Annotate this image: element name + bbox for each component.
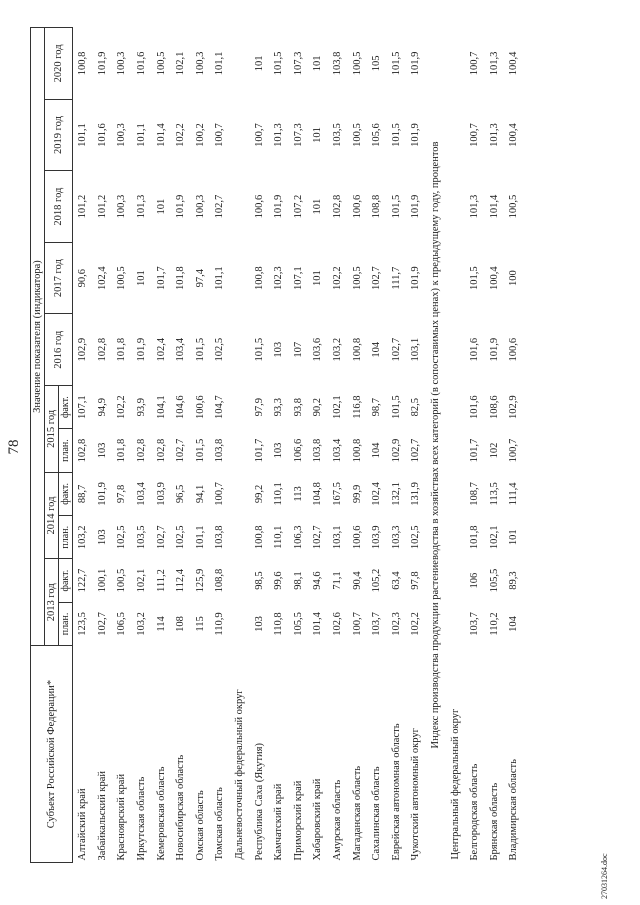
- value-cell: 63,4: [390, 571, 402, 590]
- value-cell: 103,8: [312, 438, 324, 463]
- value-cell: 100,1: [96, 568, 108, 593]
- value-cell: 102,1: [136, 568, 148, 593]
- value-cell: 101,2: [96, 194, 108, 219]
- value-cell: 101,7: [253, 438, 265, 463]
- value-cell: 102,3: [273, 266, 285, 290]
- group-row: [445, 28, 465, 863]
- value-cell: 101,1: [77, 123, 89, 147]
- table-row: [132, 28, 152, 863]
- region-name: Брянская область: [488, 782, 500, 861]
- value-cell: 104,7: [214, 395, 226, 419]
- value-cell: 103,2: [332, 337, 344, 362]
- value-cell: 100,3: [194, 51, 206, 76]
- value-cell: 110,9: [214, 612, 226, 636]
- table-row: [93, 28, 113, 863]
- year-2015-header: 2015 год: [45, 385, 59, 472]
- value-cell: 101,6: [136, 51, 148, 76]
- value-cell: 101: [508, 529, 520, 546]
- value-cell: 102,7: [410, 438, 422, 463]
- table-row: [328, 28, 348, 863]
- value-cell: 101,8: [116, 337, 128, 362]
- value-cell: 94,1: [194, 484, 206, 504]
- value-cell: 100,7: [214, 123, 226, 147]
- value-cell: 102,7: [371, 266, 383, 290]
- value-cell: 101,4: [155, 123, 167, 147]
- indicator-table: [30, 27, 524, 863]
- value-cell: 100,6: [194, 395, 206, 419]
- value-cell: 101,6: [469, 395, 481, 419]
- value-cell: 110,8: [273, 612, 285, 636]
- value-cell: 99,9: [351, 484, 363, 504]
- value-cell: 107: [292, 341, 304, 358]
- region-name: Еврейская автономная область: [390, 723, 402, 861]
- value-cell: 102,2: [332, 266, 344, 290]
- value-cell: 100,3: [116, 123, 128, 147]
- value-cell: 101,5: [390, 123, 402, 147]
- value-cell: 100,5: [116, 568, 128, 593]
- value-cell: 102,2: [116, 395, 128, 419]
- table-row: [406, 28, 426, 863]
- region-name: Забайкальский край: [96, 770, 108, 861]
- value-cell: 107,1: [292, 266, 304, 290]
- value-cell: 89,3: [508, 571, 520, 590]
- value-cell: 108,6: [488, 395, 500, 419]
- value-cell: 103,7: [469, 612, 481, 636]
- value-cell: 102,4: [96, 266, 108, 290]
- value-cell: 98,5: [253, 571, 265, 590]
- value-cell: 111,4: [508, 482, 520, 506]
- group-central: Центральный федеральный округ: [449, 708, 461, 860]
- table-row: [465, 28, 485, 863]
- year-2014-header: 2014 год: [45, 472, 59, 559]
- value-cell: 101,8: [469, 525, 481, 550]
- value-cell: 101,3: [469, 194, 481, 219]
- value-cell: 97,8: [410, 571, 422, 590]
- value-cell: 103,3: [390, 525, 402, 550]
- table-row: [171, 28, 191, 863]
- value-cell: 101: [253, 55, 265, 72]
- value-cell: 101,9: [410, 194, 422, 219]
- value-cell: 100,8: [351, 438, 363, 463]
- value-cell: 102,9: [77, 337, 89, 362]
- value-cell: 103,6: [312, 337, 324, 362]
- table-row: [269, 28, 289, 863]
- value-cell: 101,9: [273, 194, 285, 219]
- value-cell: 105: [371, 55, 383, 72]
- value-cell: 100,5: [116, 266, 128, 290]
- value-cell: 100,3: [116, 194, 128, 219]
- group-far-east: Дальневосточный федеральный округ: [234, 689, 246, 860]
- table-row: [210, 28, 230, 863]
- value-cell: 101,5: [390, 395, 402, 419]
- value-cell: 167,5: [332, 482, 344, 506]
- plan-header: план.: [59, 516, 73, 559]
- value-cell: 101: [312, 55, 324, 72]
- plan-header: план.: [59, 602, 73, 645]
- value-cell: 108,8: [371, 194, 383, 219]
- table-row: [484, 28, 504, 863]
- value-cell: 103,8: [214, 525, 226, 550]
- table-row: [289, 28, 309, 863]
- table-row: [249, 28, 269, 863]
- value-cell: 102,3: [390, 612, 402, 636]
- table-row: [347, 28, 367, 863]
- value-cell: 103,7: [371, 612, 383, 636]
- table-row: [191, 28, 211, 863]
- fact-header: факт.: [59, 385, 73, 428]
- value-cell: 101,8: [116, 438, 128, 463]
- value-cell: 100,5: [351, 266, 363, 290]
- value-cell: 101,9: [136, 337, 148, 362]
- value-cell: 100,6: [351, 194, 363, 219]
- value-cell: 110,1: [273, 482, 285, 506]
- region-name: Сахалинская область: [371, 766, 383, 861]
- value-cell: 100,5: [508, 194, 520, 219]
- value-cell: 101,2: [77, 194, 89, 219]
- year-2016-header: 2016 год: [45, 314, 73, 386]
- value-cell: 101,5: [469, 266, 481, 290]
- value-cell: 98,1: [292, 571, 304, 590]
- value-cell: 102,6: [332, 612, 344, 636]
- value-cell: 99,2: [253, 484, 265, 504]
- value-cell: 101,9: [175, 194, 187, 219]
- region-name: Республика Саха (Якутия): [253, 743, 265, 861]
- value-cell: 101,1: [194, 525, 206, 550]
- region-name: Камчатский край: [273, 783, 285, 861]
- value-cell: 101: [312, 270, 324, 287]
- value-cell: 100,6: [253, 194, 265, 219]
- region-name: Магаданская область: [351, 765, 363, 861]
- value-cell: 102,4: [155, 337, 167, 362]
- value-cell: 100,8: [253, 266, 265, 290]
- value-cell: 113,5: [488, 482, 500, 506]
- section-row: [426, 28, 446, 863]
- value-cell: 100,5: [155, 51, 167, 76]
- value-cell: 102,2: [175, 123, 187, 147]
- value-cell: 106: [469, 572, 481, 589]
- fact-header: факт.: [59, 559, 73, 602]
- year-2017-header: 2017 год: [45, 242, 73, 314]
- value-cell: 103,2: [77, 525, 89, 550]
- value-cell: 103,8: [332, 51, 344, 76]
- value-cell: 107,2: [292, 194, 304, 219]
- value-cell: 101,3: [273, 123, 285, 147]
- value-cell: 99,6: [273, 571, 285, 590]
- value-cell: 102,1: [488, 525, 500, 550]
- value-cell: 100,5: [351, 123, 363, 147]
- value-cell: 111,7: [390, 266, 402, 290]
- value-cell: 102,5: [175, 525, 187, 550]
- value-cell: 101,5: [390, 194, 402, 219]
- region-name: Приморский край: [292, 780, 304, 861]
- value-cell: 90,2: [312, 397, 324, 417]
- value-cell: 101,5: [194, 337, 206, 362]
- value-cell: 102: [488, 442, 500, 459]
- indicator-header: Значение показателя (индикатора): [31, 28, 45, 646]
- value-cell: 103,9: [155, 482, 167, 506]
- value-cell: 103: [96, 442, 108, 459]
- value-cell: 82,5: [410, 397, 422, 417]
- value-cell: 100,4: [508, 51, 520, 76]
- value-cell: 132,1: [390, 482, 402, 506]
- year-2020-header: 2020 год: [45, 28, 73, 100]
- value-cell: 122,7: [77, 568, 89, 593]
- value-cell: 100,8: [253, 525, 265, 550]
- value-cell: 100,8: [351, 337, 363, 362]
- value-cell: 101,9: [96, 51, 108, 76]
- table-row: [504, 28, 524, 863]
- value-cell: 90,6: [77, 268, 89, 288]
- table-row: [112, 28, 132, 863]
- value-cell: 112,4: [175, 568, 187, 593]
- region-name: Красноярский край: [116, 773, 128, 861]
- value-cell: 100,7: [469, 51, 481, 76]
- value-cell: 100,3: [194, 194, 206, 219]
- value-cell: 101,5: [194, 438, 206, 463]
- value-cell: 104: [371, 442, 383, 459]
- value-cell: 114: [155, 616, 167, 632]
- plan-header: план.: [59, 429, 73, 472]
- value-cell: 88,7: [77, 484, 89, 504]
- value-cell: 102,8: [77, 438, 89, 463]
- value-cell: 103,8: [214, 438, 226, 463]
- value-cell: 100,6: [508, 337, 520, 362]
- value-cell: 108,8: [214, 568, 226, 593]
- year-2019-header: 2019 год: [45, 99, 73, 171]
- value-cell: 102,5: [116, 525, 128, 550]
- value-cell: 123,5: [77, 612, 89, 636]
- value-cell: 101,7: [155, 266, 167, 290]
- value-cell: 97,4: [194, 268, 206, 288]
- value-cell: 101,9: [96, 482, 108, 506]
- region-name: Кемеровская область: [155, 766, 167, 861]
- region-name: Алтайский край: [77, 788, 89, 861]
- value-cell: 102,7: [312, 525, 324, 550]
- value-cell: 101: [155, 198, 167, 215]
- region-name: Владимирская область: [508, 759, 520, 861]
- table-row: [367, 28, 387, 863]
- value-cell: 102,1: [332, 395, 344, 419]
- value-cell: 107,1: [77, 395, 89, 419]
- value-cell: 113: [292, 486, 304, 502]
- value-cell: 101: [136, 270, 148, 287]
- value-cell: 104: [508, 616, 520, 632]
- value-cell: 102,9: [508, 395, 520, 419]
- value-cell: 102,5: [214, 337, 226, 362]
- value-cell: 101,1: [136, 123, 148, 147]
- value-cell: 101,5: [273, 51, 285, 76]
- value-cell: 101,8: [175, 266, 187, 290]
- value-cell: 102,5: [410, 525, 422, 550]
- value-cell: 103: [253, 616, 265, 632]
- value-cell: 71,1: [332, 571, 344, 590]
- value-cell: 106,3: [292, 525, 304, 550]
- value-cell: 103: [273, 341, 285, 358]
- value-cell: 104,8: [312, 482, 324, 506]
- region-name: Иркутская область: [136, 776, 148, 861]
- value-cell: 110,1: [273, 525, 285, 549]
- value-cell: 105,5: [488, 568, 500, 593]
- value-cell: 107,3: [292, 51, 304, 76]
- value-cell: 101: [312, 198, 324, 215]
- value-cell: 101,5: [390, 51, 402, 76]
- value-cell: 101,4: [488, 194, 500, 219]
- value-cell: 103: [96, 529, 108, 546]
- subject-header: Субъект Российской Федерации*: [31, 646, 73, 863]
- value-cell: 100,7: [469, 123, 481, 147]
- region-name: Омская область: [194, 790, 206, 861]
- value-cell: 100,5: [351, 51, 363, 76]
- value-cell: 93,3: [273, 397, 285, 417]
- value-cell: 111,2: [155, 569, 167, 593]
- table-row: [387, 28, 407, 863]
- value-cell: 90,4: [351, 571, 363, 590]
- value-cell: 103,1: [410, 337, 422, 362]
- value-cell: 103,9: [371, 525, 383, 550]
- value-cell: 100: [508, 270, 520, 287]
- value-cell: 102,8: [332, 194, 344, 219]
- value-cell: 96,5: [175, 484, 187, 504]
- value-cell: 100,3: [116, 51, 128, 76]
- value-cell: 101,3: [488, 51, 500, 76]
- region-name: Чукотский автономный округ: [410, 728, 422, 861]
- value-cell: 101,9: [410, 51, 422, 76]
- fact-header: факт.: [59, 472, 73, 515]
- value-cell: 98,7: [371, 397, 383, 417]
- value-cell: 94,6: [312, 571, 324, 590]
- value-cell: 103,4: [175, 337, 187, 362]
- table-row: [73, 28, 93, 863]
- value-cell: 101,4: [312, 612, 324, 636]
- year-2018-header: 2018 год: [45, 171, 73, 243]
- value-cell: 104,1: [155, 395, 167, 419]
- group-row: [230, 28, 250, 863]
- page-number: 78: [6, 439, 22, 455]
- value-cell: 100,7: [214, 482, 226, 506]
- value-cell: 102,8: [96, 337, 108, 362]
- value-cell: 105,2: [371, 568, 383, 593]
- value-cell: 101,6: [96, 123, 108, 147]
- value-cell: 100,8: [77, 51, 89, 76]
- value-cell: 106,5: [116, 612, 128, 636]
- value-cell: 102,7: [96, 612, 108, 636]
- value-cell: 116,8: [351, 395, 363, 419]
- value-cell: 103,4: [332, 438, 344, 463]
- value-cell: 102,9: [390, 438, 402, 463]
- value-cell: 101,1: [214, 51, 226, 76]
- value-cell: 101,9: [488, 337, 500, 362]
- value-cell: 125,9: [194, 568, 206, 593]
- table-row: [308, 28, 328, 863]
- table-row: [151, 28, 171, 863]
- value-cell: 103,1: [332, 525, 344, 550]
- value-cell: 105,6: [371, 123, 383, 147]
- value-cell: 101,6: [469, 337, 481, 362]
- value-cell: 100,7: [253, 123, 265, 147]
- value-cell: 102,8: [155, 438, 167, 463]
- value-cell: 106,6: [292, 438, 304, 463]
- value-cell: 102,7: [390, 337, 402, 362]
- value-cell: 103,5: [136, 525, 148, 550]
- value-cell: 94,9: [96, 397, 108, 417]
- document-id: 27031264.doc: [600, 853, 609, 899]
- value-cell: 100,2: [194, 123, 206, 147]
- value-cell: 115: [194, 616, 206, 632]
- value-cell: 93,9: [136, 397, 148, 417]
- value-cell: 100,7: [351, 612, 363, 636]
- region-name: Белгородская область: [469, 763, 481, 861]
- value-cell: 93,8: [292, 397, 304, 417]
- value-cell: 102,2: [410, 612, 422, 636]
- value-cell: 101,9: [410, 123, 422, 147]
- value-cell: 97,9: [253, 397, 265, 417]
- value-cell: 101,3: [136, 194, 148, 219]
- year-2013-header: 2013 год: [45, 559, 59, 646]
- value-cell: 97,8: [116, 484, 128, 504]
- value-cell: 100,6: [351, 525, 363, 550]
- value-cell: 104: [371, 341, 383, 358]
- value-cell: 101,3: [488, 123, 500, 147]
- value-cell: 103,5: [332, 123, 344, 147]
- value-cell: 100,7: [508, 438, 520, 463]
- value-cell: 102,7: [175, 438, 187, 463]
- value-cell: 131,9: [410, 482, 422, 506]
- value-cell: 102,7: [155, 525, 167, 550]
- region-name: Амурская область: [332, 779, 344, 861]
- section-title: Индекс производства продукции растениеводства в хозяйствах всех категорий (в сопоставимых ценах) к предыдущему году, процентов: [429, 141, 441, 749]
- value-cell: 101,5: [253, 337, 265, 362]
- value-cell: 107,3: [292, 123, 304, 147]
- value-cell: 102,8: [136, 438, 148, 463]
- value-cell: 100,4: [508, 123, 520, 147]
- value-cell: 103: [273, 442, 285, 459]
- region-name: Новосибирская область: [175, 754, 187, 861]
- value-cell: 102,1: [175, 51, 187, 76]
- value-cell: 108,7: [469, 482, 481, 506]
- value-cell: 108: [175, 616, 187, 632]
- value-cell: 103,4: [136, 482, 148, 506]
- value-cell: 102,7: [214, 194, 226, 219]
- region-name: Хабаровский край: [312, 778, 324, 861]
- value-cell: 103,2: [136, 612, 148, 636]
- value-cell: 101,7: [469, 438, 481, 463]
- value-cell: 101: [312, 127, 324, 143]
- value-cell: 105,5: [292, 612, 304, 636]
- value-cell: 101,9: [410, 266, 422, 290]
- value-cell: 110,2: [488, 612, 500, 636]
- value-cell: 101,1: [214, 266, 226, 290]
- value-cell: 104,6: [175, 395, 187, 419]
- value-cell: 102,4: [371, 482, 383, 506]
- value-cell: 100,4: [488, 266, 500, 290]
- region-name: Томская область: [214, 787, 226, 861]
